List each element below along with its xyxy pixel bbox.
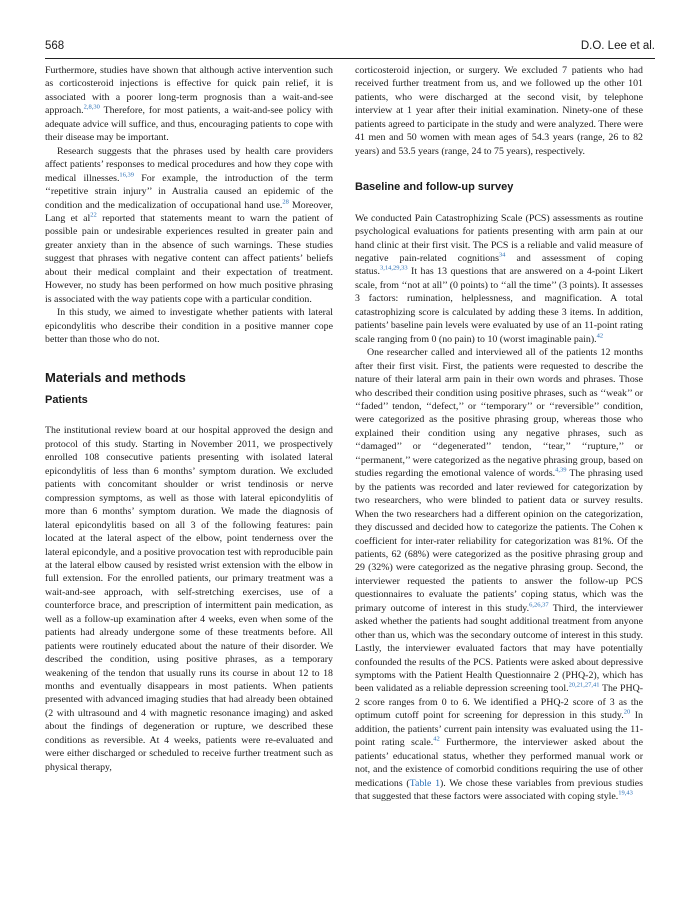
citation-link[interactable]: 6,26,37 [529, 601, 549, 609]
citation-link[interactable]: 20 [623, 709, 631, 717]
citation-link[interactable]: 3,14,29,33 [379, 265, 408, 273]
citation-link[interactable]: 4,39 [555, 466, 567, 474]
citation-link[interactable]: 22 [90, 211, 97, 219]
paragraph: Furthermore, studies have shown that although active intervention such as corticosteroid injections is effective for quick pain relief, it is associated with a poorer long-term prognosis than a wait-and-see approach.$^{2,8,30}$ Therefore, for most patients, a wait-and-see policy with adequate advice will suffice, and thus, encouraging patients to cope with their disease may be important. [45, 65, 333, 144]
paragraph: Research suggests that the phrases used by health care providers affect patients’ responses to medical procedures and how they cope with medical illnesses.$^{16,39}$ For example, the introduction of the term ‘‘repetitive strain injury’’ in Australia caused an epidemic of the condition and the medicalization of occupational hand use.$^{28}$ Moreover, Lang et $al^{22}$ reported that statements meant to warn the patient of possible pain or undesirable experiences resulted in greater pain and greater anxiety than in the absence of such warnings. These studies suggest that phrases with negative content can affect patients’ beliefs about their medical complaint and their expectation of treatment. However, no study has been performed on how much positive phrasing is associated with the way patients cope with a particular condition. [45, 145, 334, 305]
page-number: 568 [45, 40, 65, 52]
running-header [45, 36, 655, 56]
citation-link[interactable]: 28 [282, 198, 289, 206]
subsection-heading: Baseline and follow-up survey [355, 181, 514, 194]
section-heading: Materials and methods [45, 369, 186, 385]
paragraph: The institutional review board at our hospital approved the design and protocol of this study. Starting in November 2011, we prospectively enrolled 108 consecutive patients presenting with isolated lateral epicondylitis of less than 6 months’ symptom duration. We excluded patients with concomitant shoulder or wrist tendinosis or nerve compression symptoms, as well as those with lateral epicondylitis of more than 6 months’ symptom duration. We made the diagnosis of lateral epicondylitis based on all 3 of the following features: pain located at the lateral aspect of the elbow, point tenderness over the lateral epicondyle, and a positive provocation test with reproducible pain at the lateral elbow caused by resisted wrist extension with the elbow in full extension. For the enrolled patients, our primary treatment was a wait-and-see approach, with self-stretching exercises, use of a counterforce brace, and prescription of intermittent pain medication, as well as a follow-up examination after 4 weeks, even when some of the patients had already undergone some of these treatments before. All patients were routinely educated about the nature of their disorder. We described the condition, using positive phrases, as a temporary weakening of the tendon that usually runs its course in about 12 to 18 months and eventually disappears in most patients. When patients presented with advanced imaging studies that had already been obtained (2 with ultrasound and 4 with magnetic resonance imaging) and asked about the findings of degeneration or rupture, we described these conditions as reversible. At 4 weeks, patients were re-evaluated and were either discharged or scheduled to receive further treatment such as physical therapy, [45, 425, 333, 773]
paragraph: corticosteroid injection, or surgery. We excluded 7 patients who had received further treatment from us, and we followed up the other 101 patients, who were discharged at the second visit, by telephone interview at 1 year after their initial examination. Ninety-one of these patients agreed to participate in the study and were analyzed. There were 41 men and 50 women with mean ages of 54.3 years (range, 26 to 82 years) and 53.5 years (range, 24 to 75 years), respectively. [355, 65, 643, 157]
citation-link[interactable]: 34 [498, 251, 506, 259]
citation-link[interactable]: 2,8,30 [83, 104, 100, 112]
header-rule [45, 58, 655, 59]
citation-link[interactable]: 19,43 [618, 789, 633, 797]
citation-link[interactable]: 42 [596, 332, 604, 340]
citation-link[interactable]: 16,39 [119, 171, 135, 179]
right-column [355, 64, 643, 804]
subsection-heading: Patients [45, 393, 88, 406]
left-column [45, 64, 333, 774]
citation-link[interactable]: 42 [433, 736, 440, 743]
paragraph: We conducted Pain Catastrophizing Scale (PCS) assessments as routine psychological evaluations for patients presenting with arm pain at our hand clinic at their first visit. The PCS is a reliable and valid measure of negative pain-related cognitions$^{34}$ and assessment of coping status.$^{3,14,29,33}$ It has 13 questions that are answered on a 4-point Likert scale, from ‘‘not at all’’ (0 points) to ‘‘all the time’’ (3 points). It assesses 3 factors: rumination, helplessness, and magnification. A total catastrophizing score is calculated by adding these 3 items. In addition, patients’ baseline pain levels were evaluated by use of an 11-point rating scale ranging from 0 (no pain) to 10 (worst imaginable pain).$^{42}$ [355, 212, 643, 345]
paragraph: One researcher called and interviewed all of the patients 12 months after their first visit. First, the patients were requested to describe the nature of their lateral arm pain in their own words and phrases. Those who described their condition using positive phrases, such as ‘‘weak’’ or ‘‘faded’’ tendon, ‘‘defect,’’ or ‘‘temporary’’ or ‘‘reversible’’ condition, were categorized as the positive phrasing group, whereas those who explained their condition using any negative phrases, such as ‘‘damaged’’ or ‘‘degenerated’’ tendon, ‘‘tear,’’ ‘‘rupture,’’ or ‘‘permanent,’’ were categorized as the negative phrasing group, based on studies regarding the emotional valence of words.$^{4,39}$ The phrasing used by the patients was recorded and later reviewed for categorization by two researchers, who were blinded to patient data or survey results. When the two researchers had a different opinion on the categorization, they discussed and decided how to categorize the patients. The Cohen κ coefficient for inter-rater reliability for categorization was 81%. Of the patients, 62 (68%) were categorized as the positive phrasing group and 29 (32%) were categorized as the negative phrasing group. Second, the interviewer requested the patients to answer the follow-up PCS questionnaires to evaluate the patients’ coping status, which was the primary outcome of interest in this study.$^{6,26,37}$ Third, the interviewer asked whether the patients had sought additional treatment from anyone other than us, which was the secondary outcome of interest in this study. Lastly, the interviewer evaluated factors that may have potentially confounded the results of the PCS. Patients were asked about depressive symptoms with the Patient Health Questionnaire 2 (PHQ-2), which has been validated as a reliable depression screening tool.$^{20,21,27,41}$ The PHQ-2 score ranges from 0 to 6. We identified a PHQ-2 score of 3 as the optimum cutoff point for screening for depression in this study.$^{20}$ In addition, the patients’ current pain intensity was evaluated using the 11-point rating scale.$^{42}$ Furthermore, the interviewer asked about the patients’ educational status, whether they performed manual work or not, and the existence of comorbid conditions requiring the use of other medications (Table 1). We chose these variables from previous studies that suggested that these factors were associated with coping style.$^{19,43}$ [355, 347, 644, 803]
table-link[interactable]: Table 1 [409, 777, 441, 789]
running-authors: D.O. Lee et al. [580, 40, 655, 52]
paragraph: In this study, we aimed to investigate whether patients with lateral epicondylitis who describe their condition in a positive manner cope better than those who do not. [45, 307, 333, 346]
citation-link[interactable]: 20,21,27,41 [568, 682, 600, 690]
